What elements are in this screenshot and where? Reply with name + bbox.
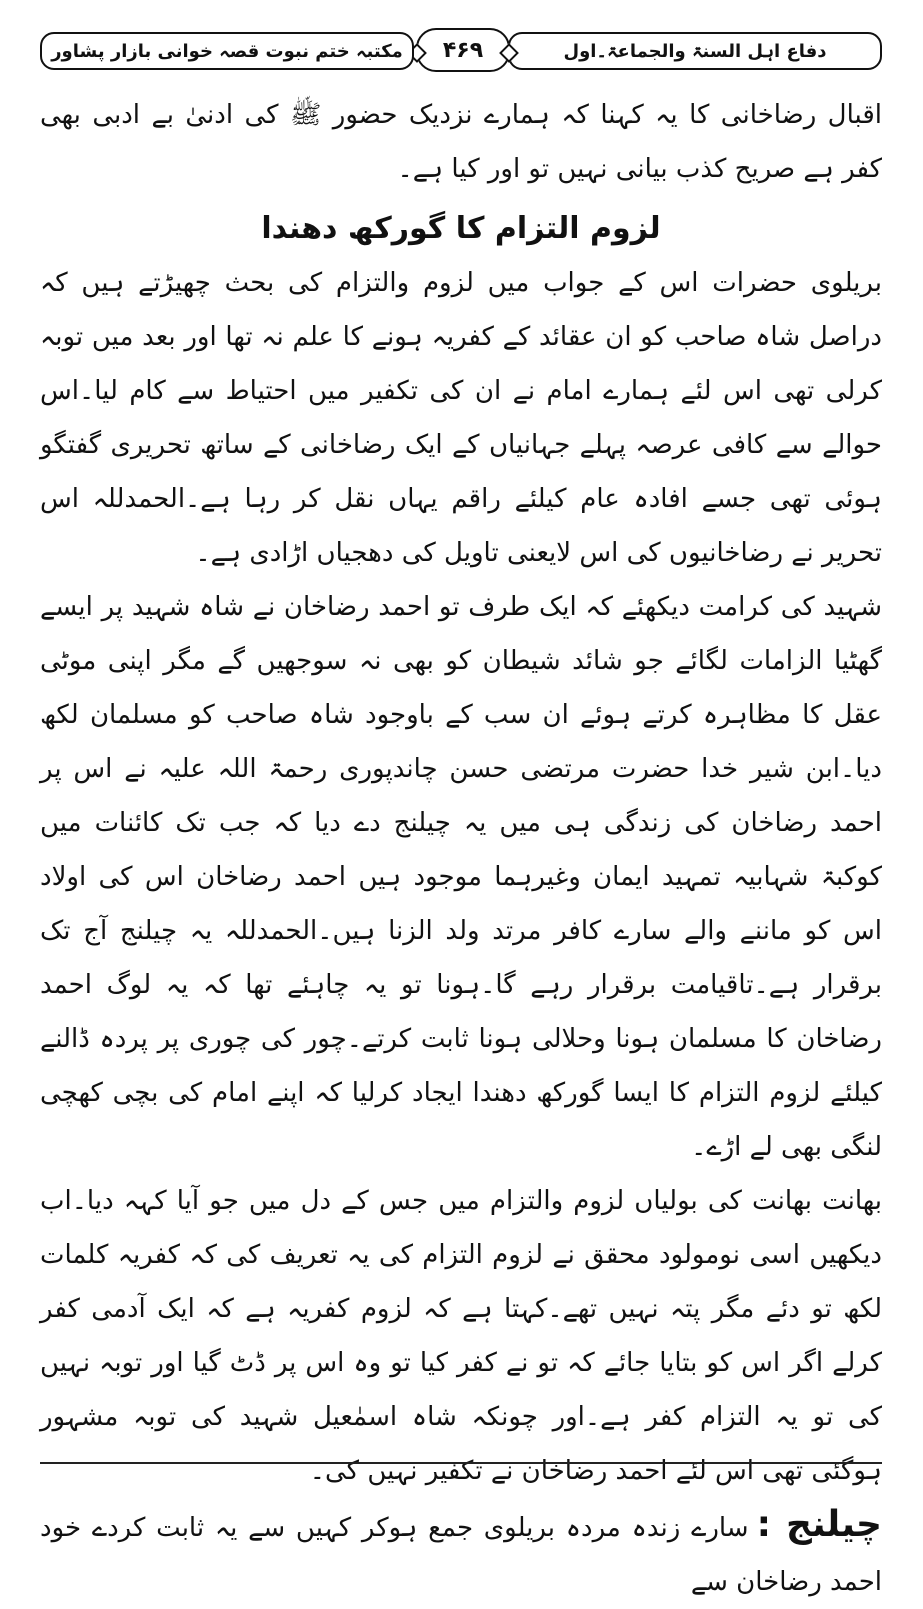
publisher-name: مکتبہ ختم نبوت قصہ خوانی بازار پشاور — [40, 32, 414, 70]
challenge-text: سارے زندہ مردہ بریلوی جمع ہوکر کہیں سے یہ ثابت کردے خود احمد رضاخان سے — [40, 1513, 882, 1597]
page-number: ۴۶۹ — [416, 28, 510, 72]
paragraph-1: بریلوی حضرات اس کے جواب میں لزوم والتزام کی بحث چھیڑتے ہیں کہ دراصل شاہ صاحب کو ان عقائد کے کفریہ ہونے کا علم نہ تھا اور بعد میں توبہ کرلی تھی اس لئے ہمارے امام نے ان کی تکفیر میں احتیاط سے کام لیا۔اس حوالے سے کافی عرصہ پہلے جہانیاں کے ایک رضاخانی کے ساتھ تحریری گفتگو ہوئی تھی جسے افادہ عام کیلئے راقم یہاں نقل کر رہا ہے۔الحمدللہ اس تحریر نے رضاخانیوں کی اس لایعنی تاویل کی دھجیاں اڑادی ہے۔ — [40, 268, 883, 568]
challenge-label: چیلنج : — [756, 1504, 882, 1545]
page-header — [40, 28, 882, 80]
paragraph-3: بھانت بھانت کی بولیاں لزوم والتزام میں جس کے دل میں جو آیا کہہ دیا۔اب دیکھیں اسی نومولود محقق نے لزوم التزام کی یہ تعریف کی کہ کفریہ کلمات لکھ تو دئے مگر پتہ نہیں تھے۔کہتا ہے کہ لزوم کفریہ ہے کہ ایک آدمی کفر کرلے اگر اس کو بتایا جائے کہ تو نے کفر کیا تو وہ اس پر ڈٹ گیا اور توبہ نہیں کی تو یہ التزام کفر ہے۔اور چونکہ شاہ اسمٰعیل شہید کی توبہ مشہور ہوگئی تھی اس لئے احمد رضاخان نے تکفیر نہیں کی۔ — [40, 1186, 882, 1486]
footer-divider — [40, 1462, 882, 1464]
paragraph-2: شہید کی کرامت دیکھئے کہ ایک طرف تو احمد رضاخان نے شاہ شہید پر ایسے گھٹیا الزامات لگائے جو شائد شیطان کو بھی نہ سوجھیں گے مگر اپنی موٹی عقل کا مظاہرہ کرتے ہوئے ان سب کے باوجود شاہ صاحب کو مسلمان لکھ دیا۔ابن شیر خدا حضرت مرتضی حسن چاندپوری رحمۃ اللہ علیہ نے اس پر احمد رضاخان کی زندگی ہی میں یہ چیلنج دے دیا کہ جب تک کائنات میں کوکبۃ شہابیہ تمہید ایمان وغیرہما موجود ہیں احمد رضاخان اس کی اولاد اس کو ماننے والے سارے کافر مرتد ولد الزنا ہیں۔الحمدللہ یہ چیلنج آج تک برقرار ہے۔تاقیامت برقرار رہے گا۔ہونا تو یہ چاہئے تھا کہ یہ لوگ احمد رضاخان کا مسلمان ہونا وحلالی ہونا ثابت کرتے۔چور کی چوری پر پردہ ڈالنے کیلئے لزوم التزام کا ایسا گورکھ دھندا ایجاد کرلیا کہ اپنے امام کی بچی کھچی لنگی بھی لے اڑے۔ — [40, 592, 882, 1162]
section-heading: لزوم التزام کا گورکھ دھندا — [261, 211, 661, 246]
challenge-paragraph — [40, 1498, 882, 1609]
intro-paragraph: اقبال رضاخانی کا یہ کہنا کہ ہمارے نزدیک حضور ﷺ کی ادنیٰ بے ادبی بھی کفر ہے صریح کذب بیانی نہیں تو اور کیا ہے۔ — [40, 100, 882, 184]
page-body — [40, 88, 882, 1609]
book-title: دفاع اہل السنۃ والجماعۃ۔اول — [508, 32, 882, 70]
